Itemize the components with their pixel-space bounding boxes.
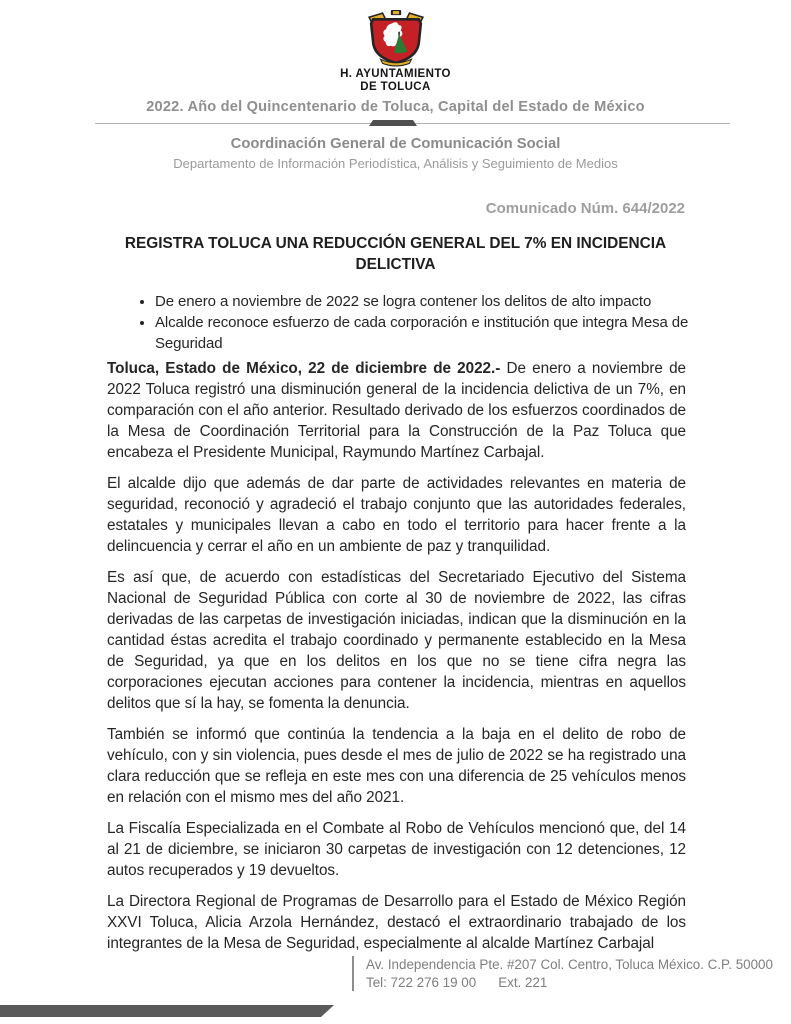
paragraph-text: La Fiscalía Especializada en el Combate al Robo de Vehículos mencionó que, del 14 al 21 de diciembre, se iniciaron 30 carpetas de investigación con 12 detenciones, 12 autos recuperados y 19 devueltos. [107, 820, 686, 879]
body-content [107, 358, 686, 954]
org-name-line1: H. AYUNTAMIENTO [340, 68, 451, 80]
body-paragraph [107, 473, 686, 557]
footer-phone-line [366, 974, 773, 992]
org-name-line2: DE TOLUCA [360, 81, 431, 93]
paragraph-text: Es así que, de acuerdo con estadísticas del Secretariado Ejecutivo del Sistema Nacional de Seguridad Pública con corte al 30 de noviembre de 2022, las cifras derivadas de las carpetas de investigación iniciadas, indican que la disminución en la cantidad éstas acredita el trabajo coordinado y permanente establecido en la Mesa de Seguridad, ya que en los delitos en los que no se tiene cifra negra las corporaciones ejecutan acciones para contener la incidencia, mientras en aquellos delitos que sí la hay, se fomenta la denuncia. [107, 569, 686, 712]
body-paragraph [107, 818, 686, 881]
comunicado-number: Comunicado Núm. 644/2022 [485, 200, 685, 217]
toluca-coat-of-arms-icon [364, 10, 428, 68]
department-title: Coordinación General de Comunicación Social [230, 136, 561, 152]
footer-accent-bar [0, 1005, 334, 1017]
summary-bullet-list [136, 291, 695, 354]
body-paragraph [107, 724, 686, 808]
header-divider [95, 123, 730, 124]
department-subtitle: Departamento de Información Periodística, Análisis y Seguimiento de Medios [173, 156, 618, 171]
document-title-line2: DELICTIVA [355, 256, 436, 273]
footer-extension: Ext. 221 [498, 974, 548, 990]
paragraph-text: La Directora Regional de Programas de Desarrollo para el Estado de México Región XXVI Toluca, Alicia Arzola Hernández, destacó el extraordinario trabajado de los integrantes de la Mesa de Seguridad, especialmente al alcalde Martínez Carbajal [107, 893, 686, 952]
footer-contact-block [352, 956, 773, 991]
paragraph-dateline: Toluca, Estado de México, 22 de diciembre de 2022.- [107, 360, 501, 377]
summary-bullet: • Alcalde reconoce esfuerzo de cada corporación e institución que integra Mesa de Seguridad [155, 312, 695, 354]
paragraph-text: El alcalde dijo que además de dar parte de actividades relevantes en materia de seguridad, reconoció y agradeció el trabajo conjunto que las autoridades federales, estatales y municipales llevan a cabo en todo el territorio para hacer frente a la delincuencia y cerrar el año en un ambiente de paz y tranquilidad. [107, 475, 686, 555]
letterhead [0, 0, 791, 94]
year-banner: 2022. Año del Quincentenario de Toluca, Capital del Estado de México [146, 99, 645, 115]
header-divider-notch [369, 120, 417, 126]
footer-phone: Tel: 722 276 19 00 [366, 974, 477, 990]
document-title-line1: REGISTRA TOLUCA UNA REDUCCIÓN GENERAL DEL 7% EN INCIDENCIA [124, 235, 667, 252]
paragraph-text: También se informó que continúa la tendencia a la baja en el delito de robo de vehículo, con y sin violencia, pues desde el mes de julio de 2022 se ha registrado una clara reducción que se refleja en este mes con una diferencia de 25 vehículos menos en relación con el mismo mes del año 2021. [107, 726, 686, 806]
summary-bullet: • De enero a noviembre de 2022 se logra contener los delitos de alto impacto [155, 291, 695, 312]
body-paragraph [107, 358, 686, 463]
body-paragraph [107, 891, 686, 954]
footer-address-line: Av. Independencia Pte. #207 Col. Centro, Toluca México. C.P. 50000 [366, 957, 773, 972]
document-title [76, 233, 716, 275]
paragraph-text: De enero a noviembre de 2022 Toluca registró una disminución general de la incidencia delictiva de un 7%, en comparación con el año anterior. Resultado derivado de los esfuerzos coordinados de la Mesa de Coordinación Territorial para la Construcción de la Paz Toluca que encabeza el Presidente Municipal, Raymundo Martínez Carbajal. [107, 360, 686, 461]
body-paragraph [107, 567, 686, 714]
